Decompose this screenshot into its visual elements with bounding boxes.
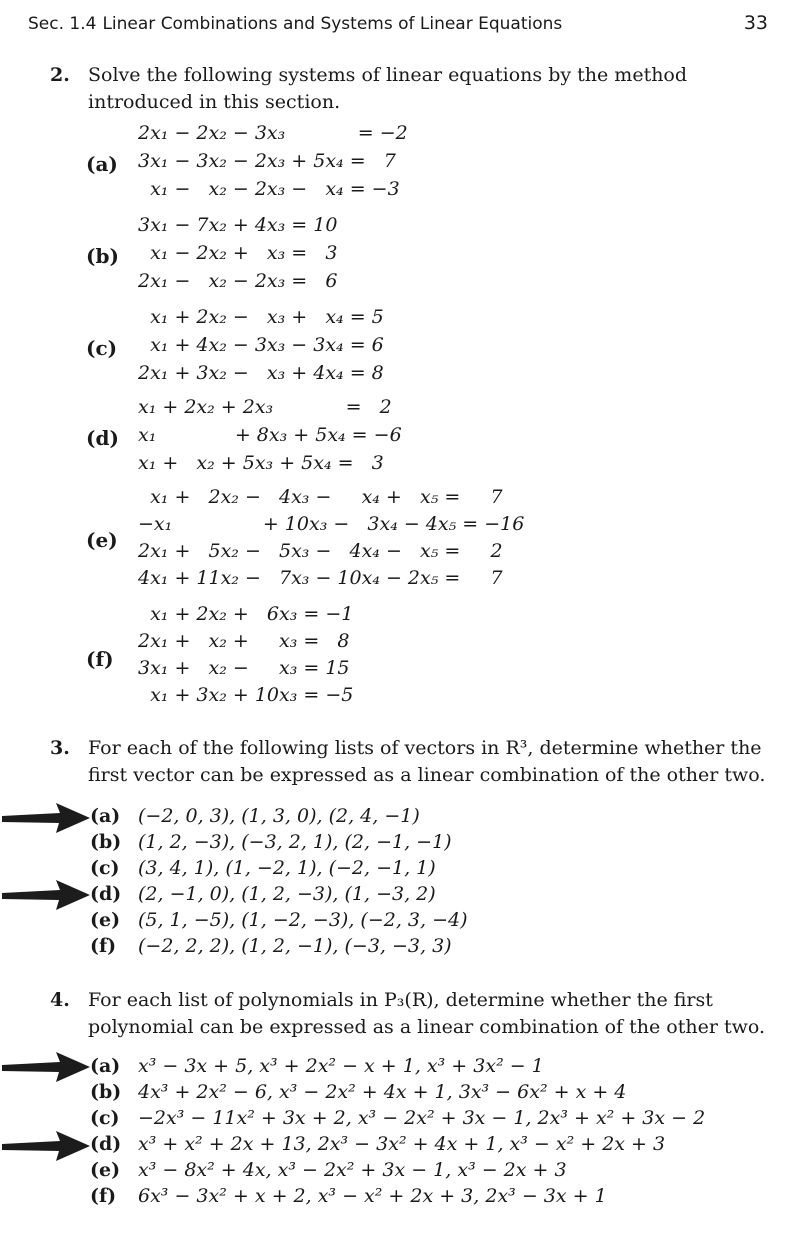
equation: x₁ + x₂ + 5x₃ + 5x₄ = 3 (138, 452, 384, 474)
item-label: (e) (90, 909, 121, 931)
equation: x₁ + 3x₂ + 10x₃ = −5 (138, 684, 354, 706)
equation: 3x₁ + x₂ − x₃ = 15 (138, 657, 350, 679)
handdrawn-arrow-icon (0, 800, 92, 836)
handdrawn-arrow-icon (0, 877, 92, 913)
item-label: (a) (90, 1055, 121, 1077)
item-text: (1, 2, −3), (−3, 2, 1), (2, −1, −1) (138, 831, 452, 853)
item-label: (c) (90, 857, 120, 879)
list-item (90, 1081, 626, 1103)
list-item (90, 909, 468, 931)
list-item (90, 1133, 665, 1155)
system-label: (f) (86, 647, 114, 671)
problem-number: 4. (50, 989, 70, 1011)
list-item (90, 857, 436, 879)
equation: 3x₁ − 7x₂ + 4x₃ = 10 (138, 214, 338, 236)
list-item (90, 1055, 544, 1077)
item-label: (b) (90, 831, 122, 853)
equation: 3x₁ − 3x₂ − 2x₃ + 5x₄ = 7 (138, 150, 396, 172)
system-label: (e) (86, 528, 118, 552)
equation: x₁ − 2x₂ + x₃ = 3 (138, 242, 338, 264)
list-item (90, 831, 452, 853)
item-text: x³ − 8x² + 4x, x³ − 2x² + 3x − 1, x³ − 2x + 3 (138, 1159, 567, 1181)
equation: 2x₁ + 3x₂ − x₃ + 4x₄ = 8 (138, 362, 384, 384)
item-text: x³ − 3x + 5, x³ + 2x² − x + 1, x³ + 3x² − 1 (138, 1055, 544, 1077)
system-label: (a) (86, 152, 118, 176)
item-label: (c) (90, 1107, 120, 1129)
item-text: (−2, 2, 2), (1, 2, −1), (−3, −3, 3) (138, 935, 452, 957)
list-item (90, 883, 436, 905)
handdrawn-arrow-icon (0, 1128, 92, 1164)
list-item (90, 1185, 607, 1207)
equation: x₁ + 2x₂ − x₃ + x₄ = 5 (138, 306, 384, 328)
page-number: 33 (743, 12, 768, 34)
item-label: (e) (90, 1159, 121, 1181)
problem-text: For each of the following lists of vectors in R³, determine whether the first vector can be expressed as a linear combination of the other two. (88, 737, 766, 786)
item-label: (f) (90, 1185, 117, 1207)
equation: 2x₁ + x₂ + x₃ = 8 (138, 630, 350, 652)
section-number: Sec. 1.4 (28, 14, 97, 34)
list-item (90, 1107, 705, 1129)
item-text: 6x³ − 3x² + x + 2, x³ − x² + 2x + 3, 2x³ − 3x + 1 (138, 1185, 607, 1207)
equation: x₁ + 4x₂ − 3x₃ − 3x₄ = 6 (138, 334, 384, 356)
section-title: Linear Combinations and Systems of Linear Equations (102, 14, 563, 34)
list-item (90, 935, 452, 957)
item-label: (a) (90, 805, 121, 827)
problem-number: 3. (50, 737, 70, 759)
item-text: (3, 4, 1), (1, −2, 1), (−2, −1, 1) (138, 857, 436, 879)
system-label: (c) (86, 336, 118, 360)
item-text: (5, 1, −5), (1, −2, −3), (−2, 3, −4) (138, 909, 468, 931)
system-label: (b) (86, 244, 119, 268)
problem-text: Solve the following systems of linear equations by the method introduced in this section. (88, 64, 688, 113)
item-text: 4x³ + 2x² − 6, x³ − 2x² + 4x + 1, 3x³ − 6x² + x + 4 (138, 1081, 627, 1103)
item-label: (f) (90, 935, 117, 957)
equation: 2x₁ + 5x₂ − 5x₃ − 4x₄ − x₅ = 2 (138, 540, 503, 562)
problem-text: For each list of polynomials in P₃(R), determine whether the first polynomial can be expressed as a linear combination of the other two. (88, 989, 765, 1038)
equation: −x₁ + 10x₃ − 3x₄ − 4x₅ = −16 (138, 513, 525, 535)
equation: x₁ + 2x₂ + 2x₃ = 2 (138, 396, 392, 418)
problem-2 (50, 62, 770, 122)
equation: 2x₁ − x₂ − 2x₃ = 6 (138, 270, 338, 292)
equation: x₁ + 2x₂ − 4x₃ − x₄ + x₅ = 7 (138, 486, 503, 508)
equation: x₁ − x₂ − 2x₃ − x₄ = −3 (138, 178, 400, 200)
equation: x₁ + 8x₃ + 5x₄ = −6 (138, 424, 402, 446)
page-header (28, 10, 768, 40)
equation: 2x₁ − 2x₂ − 3x₃ = −2 (138, 122, 408, 144)
item-label: (b) (90, 1081, 122, 1103)
item-text: (2, −1, 0), (1, 2, −3), (1, −3, 2) (138, 883, 436, 905)
problem-number: 2. (50, 64, 70, 86)
equation: 4x₁ + 11x₂ − 7x₃ − 10x₄ − 2x₅ = 7 (138, 567, 503, 589)
handdrawn-arrow-icon (0, 1049, 92, 1085)
item-label: (d) (90, 883, 122, 905)
system-label: (d) (86, 426, 119, 450)
item-text: x³ + x² + 2x + 13, 2x³ − 3x² + 4x + 1, x³ − x² + 2x + 3 (138, 1133, 666, 1155)
problem-3 (50, 735, 770, 795)
list-item (90, 1159, 567, 1181)
equation: x₁ + 2x₂ + 6x₃ = −1 (138, 603, 354, 625)
list-item (90, 805, 420, 827)
item-text: (−2, 0, 3), (1, 3, 0), (2, 4, −1) (138, 805, 420, 827)
item-text: −2x³ − 11x² + 3x + 2, x³ − 2x² + 3x − 1, 2x³ + x² + 3x − 2 (138, 1107, 706, 1129)
problem-4 (50, 987, 770, 1047)
section-heading (28, 14, 562, 34)
item-label: (d) (90, 1133, 122, 1155)
